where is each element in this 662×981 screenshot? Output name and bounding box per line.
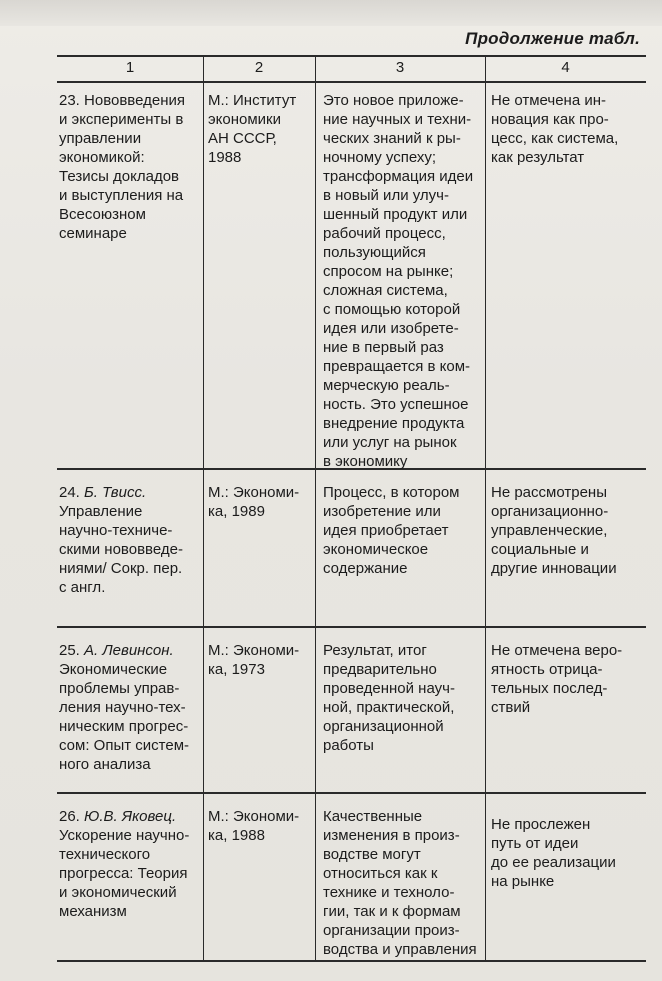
column-header-1: 1	[125, 59, 135, 76]
table-row-23-work: 23. Нововведения и эксперименты в управлении экономикой: Тезисы докладов и выступления на Всесоюзном семинаре	[59, 92, 185, 242]
table-row-26-work	[59, 807, 201, 921]
author-name: А. Левинсон.	[84, 642, 174, 659]
bleed-through-strip	[0, 0, 662, 26]
row-rule	[57, 626, 646, 628]
table-row-26-note: Не прослежен путь от идеи до ее реализации на рынке	[491, 816, 616, 890]
row-number: 26.	[59, 808, 80, 825]
table-row-24-note: Не рассмотрены организационно- управленческие, социальные и другие инновации	[491, 484, 617, 577]
author-name: Б. Твисс.	[84, 484, 147, 501]
table-row-23-publisher: М.: Институт экономики АН СССР, 1988	[208, 92, 297, 166]
table-row-25-publisher: М.: Экономи- ка, 1973	[208, 642, 300, 678]
column-rule	[203, 55, 204, 962]
table-row-24-publisher: М.: Экономи- ка, 1989	[208, 484, 300, 520]
table	[57, 55, 646, 962]
table-row-24-definition: Процесс, в котором изобретение или идея приобретает экономическое содержание	[323, 484, 460, 577]
header-rule	[57, 81, 646, 83]
row-number: 24.	[59, 484, 80, 501]
table-row-25-work	[59, 641, 201, 774]
column-header-2: 2	[254, 59, 264, 76]
table-row-26-definition: Качественные изменения в произ- водстве могут относиться как к технике и техноло- гии, так и к формам организации произ- водства и управления	[323, 808, 477, 958]
work-title: Управление научно-техниче- скими нововведе- ниями/ Сокр. пер. с англ.	[59, 503, 183, 596]
continuation-label: Продолжение табл.	[465, 29, 640, 48]
table-row-23-note: Не отмечена ин- новация как про- цесс, как система, как результат	[491, 92, 619, 166]
table-row-23-definition: Это новое приложе- ние научных и техни- ческих знаний к ры- ночному успеху; трансформация идеи в новый или улуч- шенный продукт или рабочий процесс, пользующийся спросом на рынке; сложная система, с помощью которой идея или изобрете- ние в первый раз превращается в ком- мерческую реаль- ность. Это успешное внедрение продукта или услуг на рынок в экономику	[323, 92, 474, 470]
table-bottom-rule	[57, 960, 646, 962]
table-row-26-publisher: М.: Экономи- ка, 1988	[208, 808, 300, 844]
column-header-4: 4	[561, 59, 570, 76]
table-row-25-note: Не отмечена веро- ятность отрица- тельных послед- ствий	[491, 642, 623, 716]
work-title: Экономические проблемы управ- ления научно-тех- ническим прогрес- сом: Опыт систем- ного анализа	[59, 661, 189, 773]
author-name: Ю.В. Яковец.	[84, 808, 177, 825]
table-row-25-definition: Результат, итог предварительно проведенной науч- ной, практической, организационной работы	[323, 642, 455, 754]
row-rule	[57, 792, 646, 794]
table-row-24-work	[59, 483, 201, 597]
column-rule	[315, 55, 316, 962]
column-rule	[485, 55, 486, 962]
column-header-3: 3	[395, 59, 405, 76]
row-number: 25.	[59, 642, 80, 659]
work-title: Ускорение научно- технического прогресса: Теория и экономический механизм	[59, 827, 190, 920]
